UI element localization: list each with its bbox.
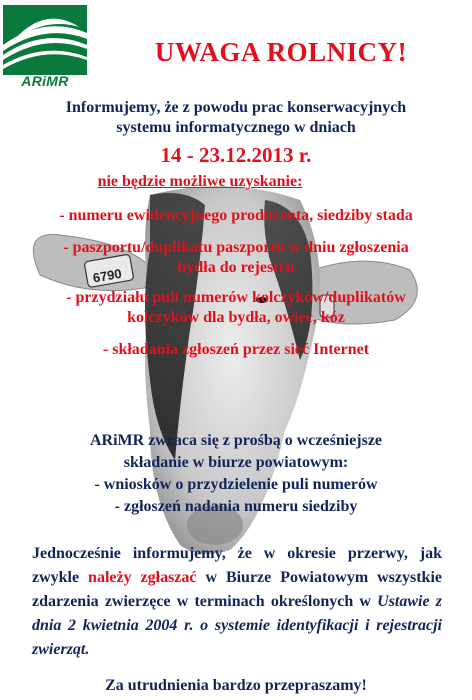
dates: 14 - 23.12.2013 r. — [160, 143, 312, 167]
unavailable-services-list — [8, 206, 464, 372]
logo-brand-text: ARiMR — [21, 73, 69, 89]
intro-line-2: systemu informatycznego w dniach — [116, 119, 356, 136]
headline: UWAGA ROLNICY! — [154, 37, 408, 67]
intro-text — [8, 98, 464, 138]
request-line-3: - wniosków o przydzielenie puli numerów — [94, 476, 378, 493]
list-item: - przydziału puli numerów kolczyków/duplikatów kolczyków dla bydła, owiec, kóz — [66, 289, 406, 326]
law-reference: Ustawie — [377, 593, 430, 610]
list-item: - składania zgłoszeń przez sieć Internet — [102, 341, 370, 358]
list-item: - numeru ewidencyjnego producenta, siedziby stada — [59, 207, 413, 224]
arimr-logo — [3, 5, 87, 91]
list-item: - paszportu/duplikatu paszportu w dniu zgłoszenia bydła do rejestru — [63, 239, 409, 276]
request-line-2: składanie w biurze powiatowym: — [123, 454, 349, 471]
logo-field-icon — [3, 5, 87, 75]
notice-heading: nie będzie możliwe uzyskanie: — [97, 173, 303, 190]
ear-tag-number: 6790 — [91, 265, 123, 286]
final-paragraph: Jednocześnie informujemy, że w okresie przerwy, jak zwykle należy zgłaszać w Biurze Powiatowym wszystkie zdarzenia zwierzęce w terminach określonych w Ustawie z dnia 2 kwietnia 2004 r. o systemie identyfikacji i rejestracji zwierząt. — [32, 545, 442, 658]
intro-line-1: Informujemy, że z powodu prac konserwacyjnych — [65, 99, 407, 116]
request-line-4: - zgłoszeń nadania numeru siedziby — [114, 498, 358, 515]
request-line-1: ARiMR zwraca się z prośbą o wcześniejsze — [89, 432, 383, 449]
request-text — [8, 430, 464, 518]
emphasis-text: należy zgłaszać — [88, 569, 197, 586]
apology-text: Za utrudnienia bardzo przepraszamy! — [105, 677, 367, 694]
